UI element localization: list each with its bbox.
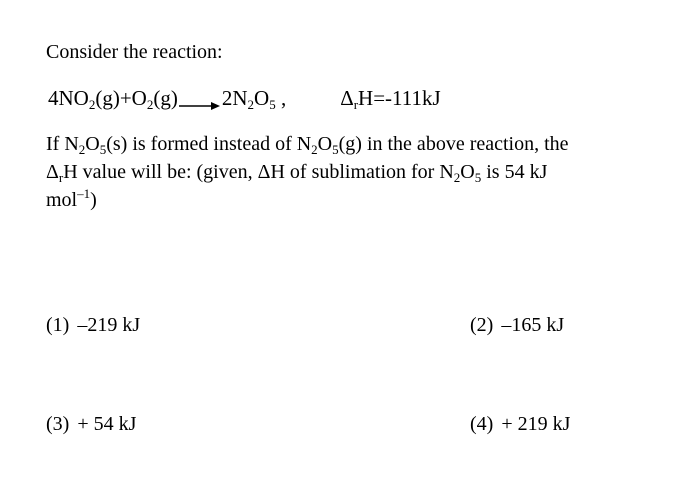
reactant-o2: (g)+O (95, 86, 147, 110)
question-line-2 (46, 158, 646, 186)
option-4-text: + 219 kJ (501, 413, 571, 435)
option-3[interactable] (46, 412, 136, 436)
q2-sub-3: 5 (474, 170, 482, 185)
question-text (46, 130, 646, 214)
option-1-text: –219 kJ (77, 314, 141, 336)
reactant-o2-state: (g) (153, 86, 178, 110)
option-1-number: (1) (46, 314, 70, 336)
q2-part-c: is 54 kJ (481, 161, 548, 183)
q2-delta-sub: r (58, 170, 64, 185)
q1-sub-3: 2 (311, 142, 318, 157)
reactant-no2: 4NO (48, 86, 89, 110)
product-oxygen: O (254, 86, 270, 110)
enthalpy-value: H=-111kJ (358, 86, 441, 110)
q1-sub-2: 5 (99, 142, 107, 157)
q1-part-d: O (317, 133, 333, 155)
q1-part-a: If N (46, 133, 79, 155)
reaction-equation (48, 86, 441, 110)
product-trail: , (275, 86, 287, 110)
q1-sub-4: 5 (332, 142, 339, 157)
option-2-text: –165 kJ (501, 314, 565, 336)
reaction-enthalpy (340, 86, 440, 110)
q1-sub-1: 2 (78, 142, 86, 157)
question-line-3 (46, 186, 646, 214)
q1-part-b: O (85, 133, 100, 155)
option-1[interactable] (46, 313, 140, 337)
reactant-o2-subscript: 2 (146, 97, 154, 112)
intro-text: Consider the reaction: (46, 41, 223, 63)
q1-part-e: (g) in the above reaction, the (338, 133, 569, 155)
option-4-number: (4) (470, 413, 494, 435)
question-line-1 (46, 130, 646, 158)
option-3-text: + 54 kJ (77, 413, 137, 435)
delta-symbol: Δ (340, 86, 354, 110)
delta-subscript: r (353, 97, 359, 112)
option-4[interactable] (470, 412, 570, 436)
reactant-no2-subscript: 2 (88, 97, 96, 112)
q2-delta: Δ (46, 161, 59, 183)
option-2[interactable] (470, 313, 564, 337)
product-n2o5: 2N (221, 86, 248, 110)
q2-part-a: H value will be: (given, ΔH of sublimation for N (63, 161, 454, 183)
q3-superscript: –1 (77, 186, 91, 201)
q3-part-a: mol (46, 189, 78, 211)
product-subscript-o: 5 (269, 97, 276, 112)
q3-part-b: ) (90, 189, 97, 211)
q1-part-c: (s) is formed instead of N (106, 133, 312, 155)
q2-part-b: O (460, 161, 475, 183)
option-2-number: (2) (470, 314, 494, 336)
reaction-arrow-icon (179, 93, 221, 105)
option-3-number: (3) (46, 413, 70, 435)
product-subscript-n: 2 (247, 97, 255, 112)
q2-sub-2: 2 (453, 170, 461, 185)
